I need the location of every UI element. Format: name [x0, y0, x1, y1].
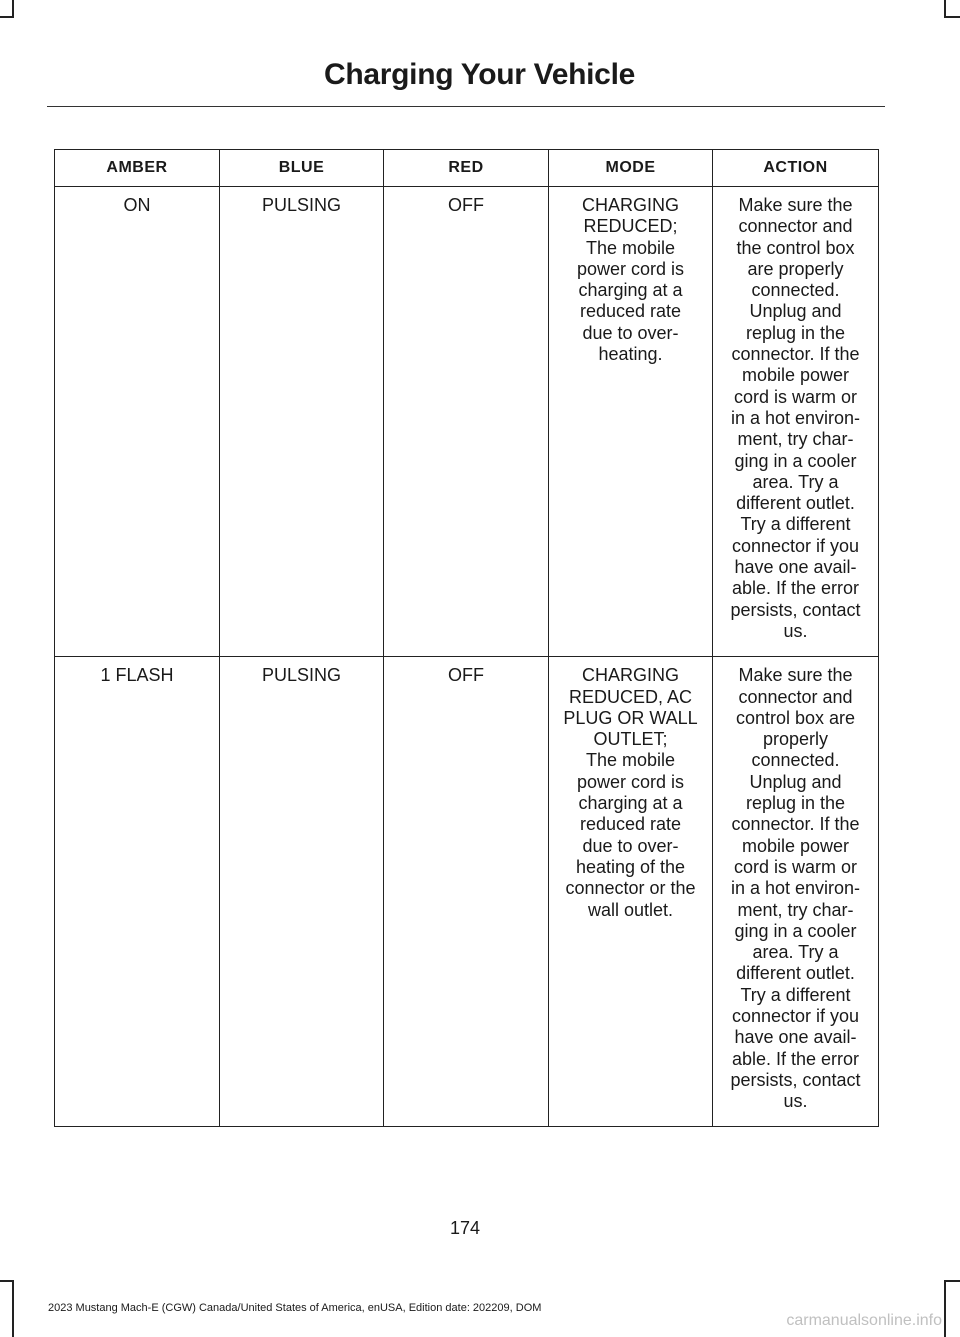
- watermark: carmanualsonline.info: [786, 1312, 942, 1329]
- cell-action: Make sure the connector and the control box are properly connected. Unplug and replug in the connector. If the mobile power cord is warm or in a hot environ- ment, try char- ging in a cooler area. Try a different outlet. Try a different connector if you have one avail- able. If the error persists, contact us.: [713, 187, 879, 657]
- table-header-row: [55, 150, 879, 187]
- table-row: [55, 187, 879, 657]
- crop-mark-bottom-right-v: [944, 1280, 946, 1337]
- cell-mode: CHARGING REDUCED, AC PLUG OR WALL OUTLET; The mobile power cord is charging at a reduced rate due to over- heating of the connector or the wall outlet.: [549, 657, 713, 1127]
- cell-blue: PULSING: [220, 657, 384, 1127]
- column-header-blue: BLUE: [220, 150, 384, 187]
- table-row: [55, 657, 879, 1127]
- column-header-action: ACTION: [713, 150, 879, 187]
- crop-mark-top-right-h: [944, 16, 960, 18]
- charging-status-table: [54, 149, 879, 1127]
- edition-footer: 2023 Mustang Mach-E (CGW) Canada/United States of America, enUSA, Edition date: 202209, DOM: [48, 1302, 542, 1314]
- cell-blue: PULSING: [220, 187, 384, 657]
- column-header-amber: AMBER: [55, 150, 220, 187]
- column-header-mode: MODE: [549, 150, 713, 187]
- cell-red: OFF: [384, 657, 549, 1127]
- cell-mode: CHARGING REDUCED; The mobile power cord is charging at a reduced rate due to over- heating.: [549, 187, 713, 657]
- crop-mark-bottom-left-v: [12, 1280, 14, 1337]
- crop-mark-bottom-left-h: [0, 1280, 14, 1282]
- cell-action: Make sure the connector and control box are properly connected. Unplug and replug in the connector. If the mobile power cord is warm or in a hot environ- ment, try char- ging in a cooler area. Try a different outlet. Try a different connector if you have one avail- able. If the error persists, contact us.: [713, 657, 879, 1127]
- crop-mark-bottom-right-h: [944, 1280, 960, 1282]
- page-number: 174: [449, 1218, 481, 1238]
- title-divider: [47, 106, 885, 107]
- crop-mark-top-left-h: [0, 16, 14, 18]
- cell-red: OFF: [384, 187, 549, 657]
- column-header-red: RED: [384, 150, 549, 187]
- page-title: Charging Your Vehicle: [323, 58, 635, 91]
- cell-amber: 1 FLASH: [55, 657, 220, 1127]
- cell-amber: ON: [55, 187, 220, 657]
